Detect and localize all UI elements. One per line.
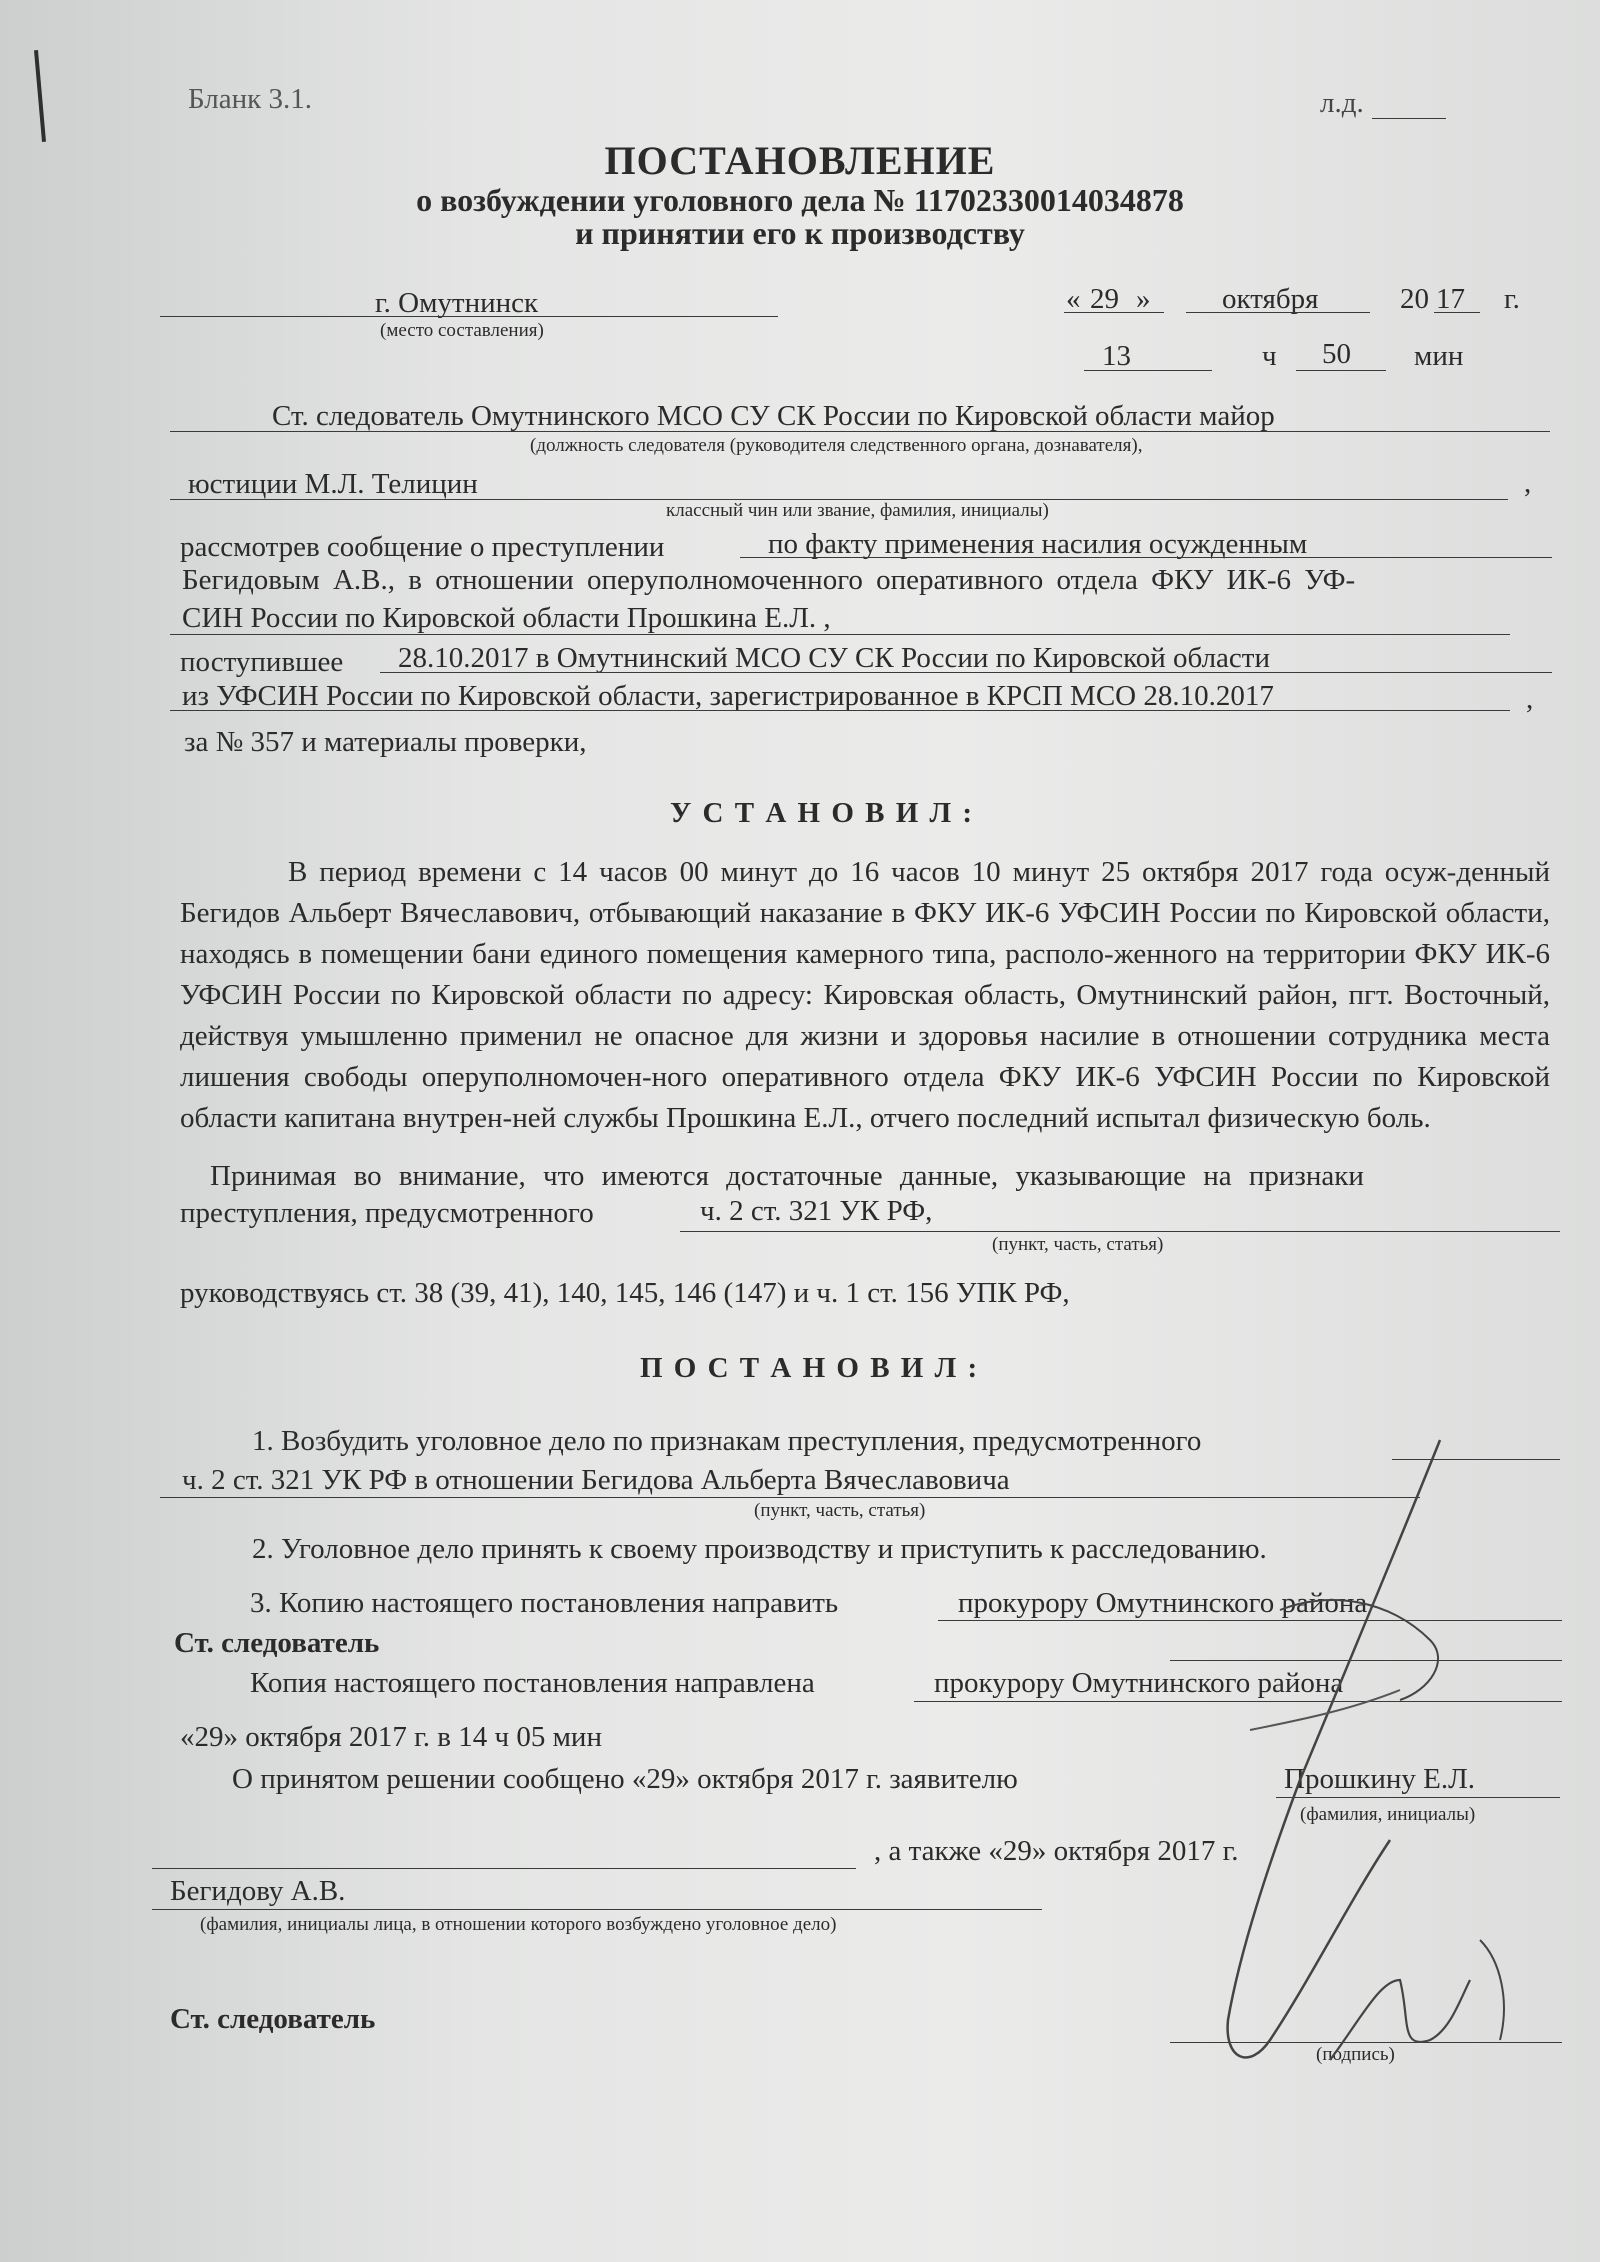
notified-line (1276, 1797, 1560, 1798)
date-close-quote: » (1136, 283, 1151, 315)
time-minute-label: мин (1414, 340, 1464, 372)
registration-text: за № 357 и материалы проверки, (184, 726, 587, 758)
considering-line-1: Принимая во внимание, что имеются достаточные данные, указывающие на признаки (210, 1160, 1364, 1192)
pen-stroke (34, 50, 46, 142)
date-day-line (1064, 312, 1164, 313)
date-year-suffix: 17 (1436, 283, 1465, 315)
investigator-position-line (170, 431, 1550, 432)
time-hour-line (1084, 370, 1212, 371)
resolved-item-1-value: ч. 2 ст. 321 УК РФ в отношении Бегидова Альберта Вячеславовича (182, 1464, 1010, 1496)
resolved-item-1-line (160, 1497, 1420, 1498)
copy-sent-value: прокурору Омутнинского района (934, 1667, 1344, 1699)
resolved-item-1-tail-line (1392, 1459, 1560, 1460)
received-line-1 (380, 672, 1552, 673)
date-year-prefix: 20 (1400, 283, 1429, 315)
report-line-3 (170, 634, 1510, 635)
accused-caption: (фамилия, инициалы лица, в отношении которого возбуждено уголовное дело) (200, 1914, 837, 1935)
time-hour-label: ч (1262, 340, 1277, 372)
date-open-quote: « (1066, 283, 1081, 315)
form-label: Бланк 3.1. (188, 83, 312, 115)
signature-scribble (1100, 1420, 1580, 2100)
article-line (680, 1231, 1560, 1232)
report-text-1: по факту применения насилия осужденным (768, 528, 1308, 560)
resolved-heading: П О С Т А Н О В И Л : (640, 1352, 980, 1384)
established-paragraph: В период времени с 14 часов 00 минут до 16 часов 10 минут 25 октября 2017 года осуж-денный Бегидов Альберт Вячеславович, отбывающий наказание в ФКУ ИК-6 УФСИН России по Кировской области, находясь в помещении бани единого помещения камерного типа, располо-женного на территории ФКУ ИК-6 УФСИН России по Кировской области по адресу: Кировская область, Омутнинский район, пгт. Восточный, действуя умышленно применил не опасное для жизни и здоровья насилие в отношении сотрудника места лишения свободы оперуполномочен-ного оперативного отдела ФКУ ИК-6 УФСИН России по Кировской области капитана внутрен-ней службы Прошкина Е.Л., отчего последний испытал физическую боль. (180, 856, 1550, 1134)
investigator-name-comma: , (1524, 467, 1532, 499)
investigator-position: Ст. следователь Омутнинского МСО СУ СК России по Кировской области майор (272, 400, 1275, 432)
guided-by-text: руководствуясь ст. 38 (39, 41), 140, 145, 146 (147) и ч. 1 ст. 156 УПК РФ, (180, 1277, 1070, 1309)
date-month: октября (1222, 283, 1319, 315)
place-caption: (место составления) (380, 320, 544, 341)
resolved-item-3-label: 3. Копию настоящего постановления направить (250, 1587, 839, 1619)
investigator-name: юстиции М.Л. Телицин (188, 468, 478, 500)
investigator-name-caption: классный чин или звание, фамилия, инициалы) (666, 500, 1049, 521)
date-month-line (1186, 312, 1370, 313)
received-line-2 (170, 710, 1510, 711)
place-value: г. Омутнинск (375, 287, 539, 319)
signature-caption: (подпись) (1316, 2044, 1395, 2065)
date-year-line (1434, 312, 1480, 313)
resolved-item-3-line (938, 1620, 1562, 1621)
resolved-item-1-label: 1. Возбудить уголовное дело по признакам преступления, предусмотренного (252, 1425, 1202, 1457)
report-line-1 (740, 557, 1552, 558)
report-text-3: СИН России по Кировской области Прошкина Е.Л. , (182, 602, 831, 634)
report-text-2: Бегидовым А.В., в отношении оперуполномоченного оперативного отдела ФКУ ИК-6 УФ- (182, 564, 1356, 596)
time-hour: 13 (1102, 340, 1131, 372)
signer-2: Ст. следователь (170, 2003, 376, 2035)
page-label: л.д. (1320, 87, 1364, 119)
resolved-item-3-value: прокурору Омутнинского района (958, 1587, 1368, 1619)
article-caption: (пункт, часть, статья) (992, 1234, 1164, 1255)
received-text-2: из УФСИН России по Кировской области, зарегистрированное в КРСП МСО 28.10.2017 (182, 680, 1274, 712)
title-subline: и принятии его к производству (575, 215, 1025, 251)
time-minute-line (1296, 370, 1386, 371)
investigator-position-caption: (должность следователя (руководителя следственного органа, дознавателя), (530, 435, 1143, 456)
date-day: 29 (1090, 283, 1119, 315)
signer-1: Ст. следователь (174, 1627, 380, 1659)
copy-sent-time: «29» октября 2017 г. в 14 ч 05 мин (180, 1721, 602, 1753)
also-text: , а также «29» октября 2017 г. (874, 1835, 1239, 1867)
received-text-1: 28.10.2017 в Омутнинский МСО СУ СК России по Кировской области (398, 642, 1270, 674)
copy-sent-line (914, 1701, 1562, 1702)
established-heading: У С Т А Н О В И Л : (670, 797, 975, 829)
page-number-line (1372, 118, 1446, 119)
time-minute: 50 (1322, 338, 1351, 370)
received-label: поступившее (180, 646, 344, 678)
report-label: рассмотрев сообщение о преступлении (180, 531, 665, 563)
document-title: ПОСТАНОВЛЕНИЕ (604, 138, 996, 183)
also-line (152, 1868, 856, 1869)
place-line (160, 316, 778, 317)
notified-caption: (фамилия, инициалы) (1300, 1804, 1476, 1825)
considering-line-2: преступления, предусмотренного (180, 1197, 594, 1229)
resolved-item-2: 2. Уголовное дело принять к своему производству и приступить к расследованию. (252, 1533, 1267, 1565)
signature-line (1170, 2042, 1562, 2043)
notified-text: О принятом решении сообщено «29» октября 2017 г. заявителю (232, 1763, 1018, 1795)
accused-name: Бегидову А.В. (170, 1875, 346, 1907)
case-number-line: о возбуждении уголовного дела № 11702330014034878 (416, 182, 1184, 218)
received-comma: , (1526, 683, 1534, 715)
resolved-item-1-caption: (пункт, часть, статья) (754, 1500, 926, 1521)
accused-line (152, 1909, 1042, 1910)
date-year-mark: г. (1504, 283, 1520, 315)
copy-sent-label: Копия настоящего постановления направлена (250, 1667, 815, 1699)
article-value: ч. 2 ст. 321 УК РФ, (700, 1195, 933, 1227)
signer-1-line (1170, 1660, 1562, 1661)
notified-name: Прошкину Е.Л. (1284, 1763, 1476, 1795)
